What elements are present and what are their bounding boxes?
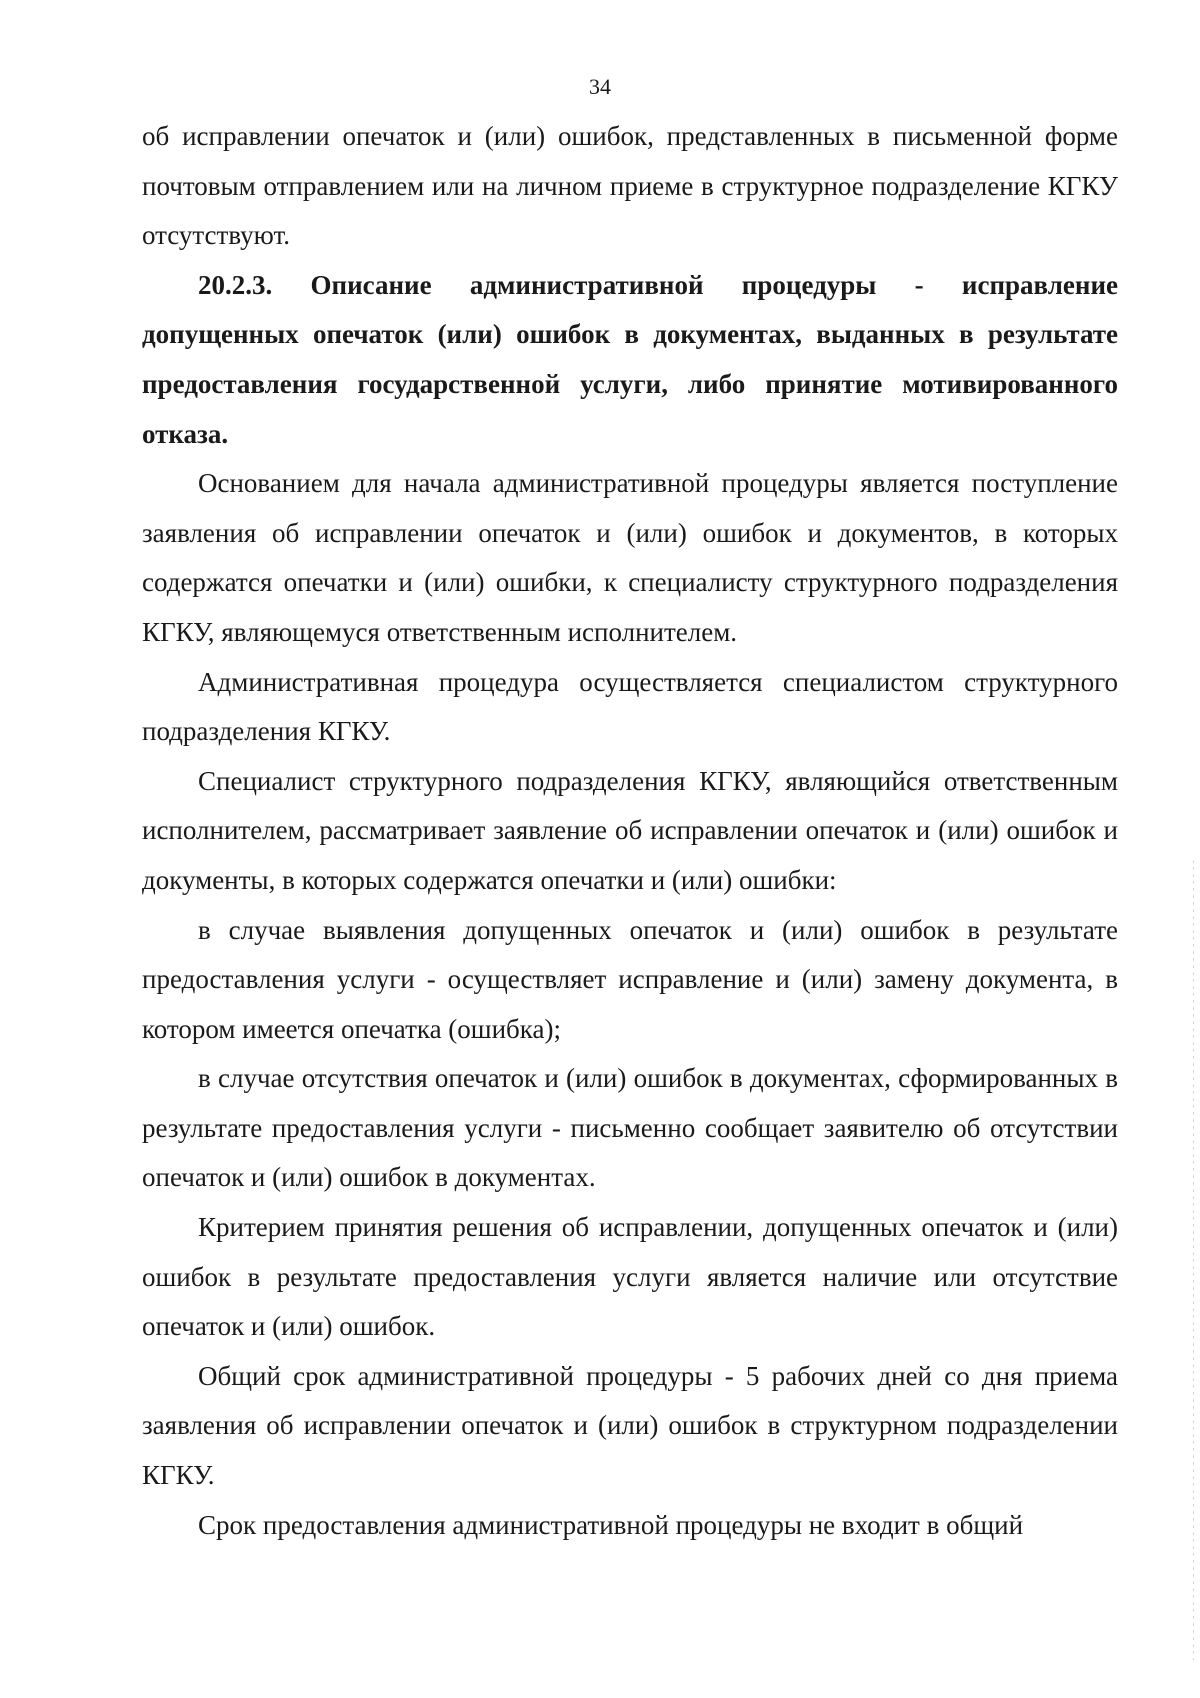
page-number: 34 <box>589 74 611 99</box>
paragraph: Критерием принятия решения об исправлении, допущенных опечаток и (или) ошибок в результате предоставления услуги является наличие или отсутствие опечаток и (или) ошибок. <box>142 1212 1118 1342</box>
document-body <box>142 112 1118 1550</box>
paragraph: Основанием для начала административной процедуры является поступление заявления об исправлении опечаток и (или) ошибок и документов, в которых содержатся опечатки и (или) ошибки, к специалисту структурного подразделения КГКУ, являющемуся ответственным исполнителем. <box>142 468 1118 647</box>
paragraph-partial: Срок предоставления административной процедуры не входит в общий <box>198 1509 1024 1540</box>
paragraph: в случае отсутствия опечаток и (или) ошибок в документах, сформированных в результате предоставления услуги - письменно сообщает заявителю об отсутствии опечаток и (или) ошибок в документах. <box>142 1063 1118 1193</box>
paragraph: в случае выявления допущенных опечаток и (или) ошибок в результате предоставления услуги - осуществляет исправление и (или) замену документа, в котором имеется опечатка (ошибка); <box>142 914 1118 1044</box>
scan-edge-mark <box>1193 860 1194 1660</box>
paragraph: Специалист структурного подразделения КГКУ, являющийся ответственным исполнителем, рассматривает заявление об исправлении опечаток и (или) ошибок и документы, в которых содержатся опечатки и (или) ошибки: <box>142 765 1118 895</box>
paragraph-continuation: об исправлении опечаток и (или) ошибок, представленных в письменной форме почтовым отправлением или на личном приеме в структурное подразделение КГКУ отсутствуют. <box>142 121 1118 251</box>
paragraph: Общий срок административной процедуры - 5 рабочих дней со дня приема заявления об исправлении опечаток и (или) ошибок в структурном подразделении КГКУ. <box>142 1360 1118 1491</box>
section-heading: 20.2.3. Описание административной процедуры - исправление допущенных опечаток (или) ошибок в документах, выданных в результате предоставления государственной услуги, либо принятие мотивированного отказа. <box>142 269 1118 449</box>
paragraph: Административная процедура осуществляется специалистом структурного подразделения КГКУ. <box>142 666 1118 747</box>
